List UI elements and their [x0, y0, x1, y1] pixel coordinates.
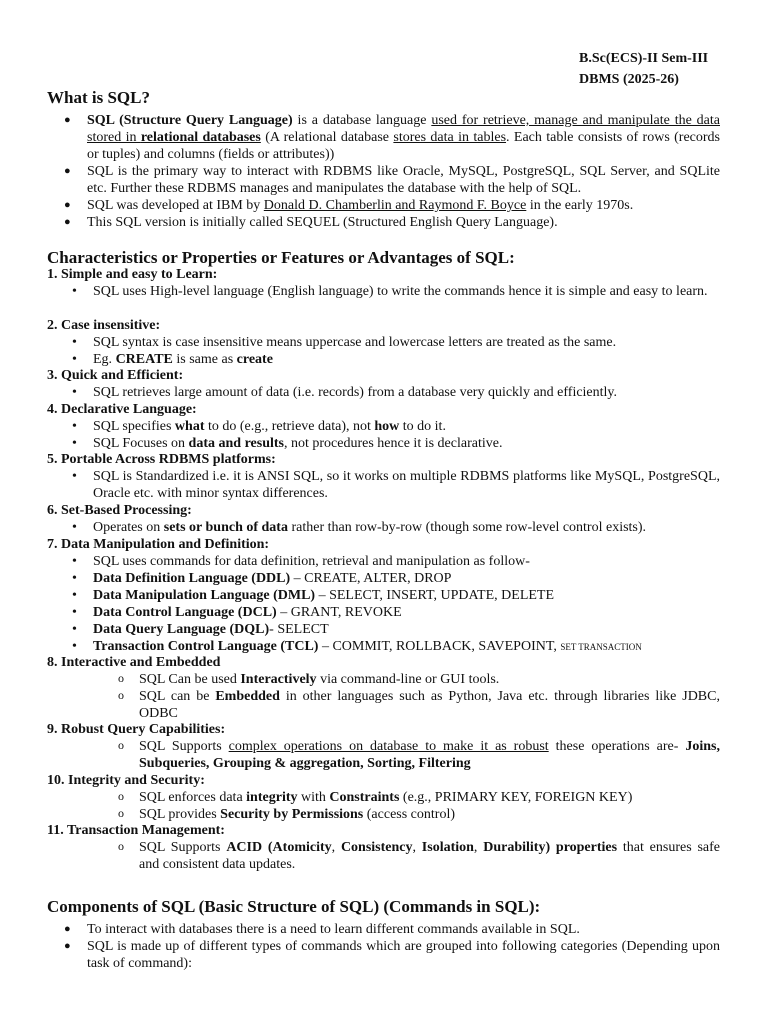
text: - SELECT	[269, 622, 329, 637]
text: in the early 1970s.	[526, 198, 634, 213]
term: what	[174, 419, 205, 434]
sub-list	[118, 839, 720, 873]
list-item	[72, 587, 720, 604]
term: Data Query Language (DQL)	[93, 622, 270, 637]
term: data and results	[188, 436, 284, 451]
list-item	[118, 671, 720, 688]
text: SQL provides	[139, 807, 221, 822]
text: SQL Can be used	[139, 672, 241, 687]
sub-list	[72, 519, 720, 536]
text: – SELECT, INSERT, UPDATE, DELETE	[315, 588, 555, 603]
subheading: 2. Case insensitive:	[47, 318, 161, 333]
text: is same as	[172, 352, 237, 367]
text: Eg.	[93, 352, 116, 367]
list-item: ● SQL is the primary way to interact with RDBMS like Oracle, MySQL, PostgreSQL, SQL Server, and SQLite etc. Further these RDBMS manages and manipulates the database with the help of SQL.	[64, 163, 720, 197]
term: create	[236, 352, 273, 367]
text: these operations are-	[548, 739, 686, 754]
course-line: B.Sc(ECS)-II Sem-III	[579, 51, 709, 66]
sub-list	[118, 789, 720, 823]
list-item: ● SQL is made up of different types of commands which are grouped into following categories (Depending upon task of command):	[64, 938, 720, 972]
section-title-components: Components of SQL (Basic Structure of SQL) (Commands in SQL):	[47, 897, 541, 916]
list-item	[72, 351, 720, 368]
term: Constraints	[329, 790, 400, 805]
sub-list	[118, 671, 720, 722]
list-item	[118, 789, 720, 806]
list-item: ● This SQL version is initially called SEQUEL (Structured English Query Language).	[64, 214, 720, 231]
list-item: • SQL retrieves large amount of data (i.e. records) from a database very quickly and efficiently.	[72, 384, 720, 401]
list-item: ● To interact with databases there is a need to learn different commands available in SQL.	[64, 921, 720, 938]
text: ,	[473, 840, 484, 855]
text: SQL Supports	[139, 840, 227, 855]
list-item	[72, 604, 720, 621]
subheading: 5. Portable Across RDBMS platforms:	[47, 452, 276, 467]
list-item	[72, 519, 720, 536]
term: Data Manipulation Language (DML)	[93, 588, 316, 603]
sub-list	[72, 283, 720, 300]
subheading: 6. Set-Based Processing:	[47, 503, 192, 518]
section-title-what-is-sql: What is SQL?	[47, 88, 150, 107]
sub-list	[118, 738, 720, 772]
text: SQL can be	[139, 689, 216, 704]
list-item: • SQL uses commands for data definition, retrieval and manipulation as follow-	[72, 553, 720, 570]
list-item	[118, 806, 720, 823]
term: Isolation	[421, 840, 474, 855]
term: Interactively	[240, 672, 317, 687]
list-item	[72, 570, 720, 587]
list-item	[118, 738, 720, 772]
term: SQL (Structure Query Language)	[87, 113, 293, 128]
text: Operates on	[93, 520, 164, 535]
text: (e.g., PRIMARY KEY, FOREIGN KEY)	[399, 790, 633, 805]
subheading: 4. Declarative Language:	[47, 402, 197, 417]
list-item	[72, 435, 720, 452]
section-title-characteristics: Characteristics or Properties or Features or Advantages of SQL:	[47, 248, 515, 267]
term: Durability) properties	[483, 840, 618, 855]
text: SET TRANSACTION	[560, 642, 642, 652]
term: Data Definition Language (DDL)	[93, 571, 291, 586]
list-item	[118, 839, 720, 873]
list-item	[118, 688, 720, 722]
list-item	[64, 112, 720, 163]
list-item: • SQL uses High-level language (English language) to write the commands hence it is simple and easy to learn.	[72, 283, 720, 300]
list-item: • SQL is Standardized i.e. it is ANSI SQL, so it works on multiple RDBMS platforms like MySQL, PostgreSQL, Oracle etc. with minor syntax differences.	[72, 468, 720, 502]
subheading: 8. Interactive and Embedded	[47, 655, 221, 670]
term: CREATE	[115, 352, 173, 367]
term: ACID (Atomicity	[226, 840, 332, 855]
sub-list	[72, 418, 720, 452]
subject-line: DBMS (2025-26)	[579, 72, 679, 87]
subheading: 7. Data Manipulation and Definition:	[47, 537, 270, 552]
text: ,	[331, 840, 341, 855]
text: in other languages such as Python, Java etc. through libraries like JDBC, ODBC	[139, 689, 720, 721]
text: SQL Supports	[139, 739, 229, 754]
sub-list	[72, 553, 720, 656]
text: via command-line or GUI tools.	[316, 672, 500, 687]
list-item	[64, 197, 720, 214]
text: to do (e.g., retrieve data), not	[204, 419, 375, 434]
list-item	[72, 621, 720, 638]
text: – CREATE, ALTER, DROP	[290, 571, 452, 586]
text: – COMMIT, ROLLBACK, SAVEPOINT,	[318, 639, 561, 654]
text: SQL specifies	[93, 419, 175, 434]
term: Consistency	[340, 840, 413, 855]
text: is a database language	[292, 113, 432, 128]
text: with	[297, 790, 330, 805]
term: Security by Permissions	[220, 807, 364, 822]
text: (access control)	[363, 807, 455, 822]
sub-list	[72, 384, 720, 401]
underlined-text: stores data in tables	[393, 130, 507, 145]
what-is-sql-list	[64, 112, 720, 231]
sub-list	[72, 334, 720, 368]
text: rather than row-by-row (though some row-level control exists).	[287, 520, 647, 535]
term: Data Control Language (DCL)	[93, 605, 277, 620]
term: integrity	[246, 790, 298, 805]
list-item: • SQL syntax is case insensitive means uppercase and lowercase letters are treated as the same.	[72, 334, 720, 351]
text: SQL Focuses on	[93, 436, 189, 451]
subheading: 9. Robust Query Capabilities:	[47, 722, 226, 737]
text: , not procedures hence it is declarative.	[283, 436, 503, 451]
text: to do it.	[399, 419, 446, 434]
text: . Each table consists of rows (records or tuples) and columns (fields or attributes))	[87, 130, 721, 162]
text: (A relational database	[260, 130, 394, 145]
term: Transaction Control Language (TCL)	[93, 639, 319, 654]
underlined-text: Donald D. Chamberlin and Raymond F. Boyce	[263, 198, 527, 213]
subheading: 3. Quick and Efficient:	[47, 368, 184, 383]
underlined-text: complex operations on database to make it as robust	[228, 739, 549, 754]
underlined-text: used for retrieve, manage and manipulate the data stored in	[87, 113, 720, 145]
term: Joins, Subqueries, Grouping & aggregation, Sorting, Filtering	[139, 739, 720, 771]
text: that ensures safe and consistent data updates.	[139, 840, 720, 872]
subheading: 11. Transaction Management:	[47, 823, 225, 838]
subheading: 10. Integrity and Security:	[47, 773, 205, 788]
list-item	[72, 418, 720, 435]
course-header	[579, 48, 708, 90]
sub-list	[72, 468, 720, 502]
term: how	[374, 419, 400, 434]
text: SQL was developed at IBM by	[87, 198, 264, 213]
text: – GRANT, REVOKE	[276, 605, 402, 620]
term: sets or bunch of data	[163, 520, 288, 535]
term: relational databases	[140, 130, 261, 145]
components-list	[64, 921, 720, 972]
term: Embedded	[215, 689, 280, 704]
subheading: 1. Simple and easy to Learn:	[47, 267, 218, 282]
text: SQL enforces data	[139, 790, 247, 805]
text: ,	[412, 840, 422, 855]
